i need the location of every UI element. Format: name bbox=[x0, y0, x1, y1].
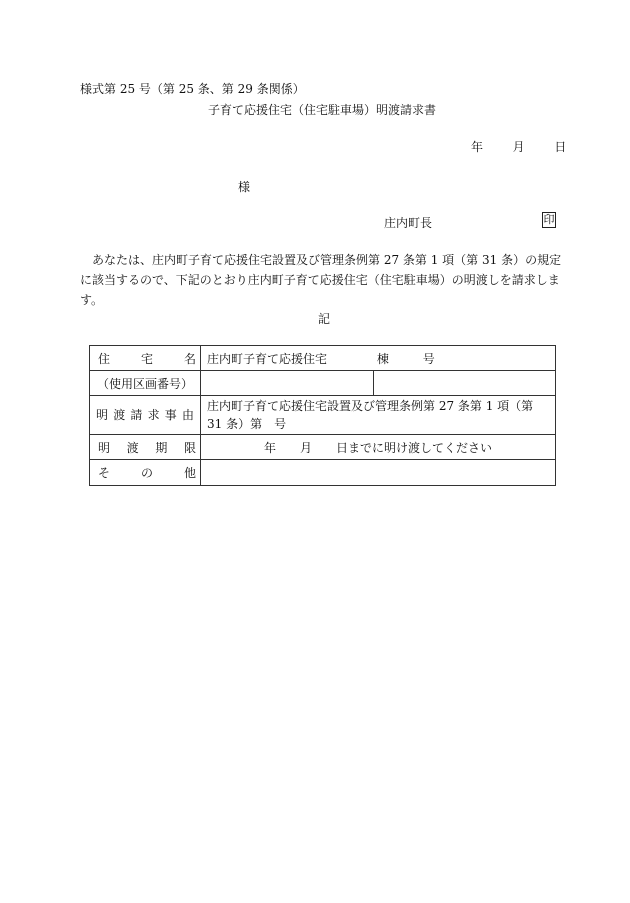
ki-heading: 記 bbox=[318, 312, 331, 326]
table-row-parking bbox=[90, 371, 556, 396]
table-row-deadline bbox=[90, 435, 556, 460]
date-line bbox=[471, 138, 566, 155]
value-other bbox=[201, 460, 556, 486]
value-parking-extra bbox=[374, 371, 556, 396]
label-other: そ の 他 bbox=[90, 460, 201, 486]
value-reason: 庄内町子育て応援住宅設置及び管理条例第 27 条第 1 項（第 31 条）第 号 bbox=[201, 396, 556, 435]
label-reason: 明 渡 請 求 事 由 bbox=[90, 396, 201, 435]
addressee-suffix: 様 bbox=[238, 180, 251, 194]
label-parking-number: （使用区画番号） bbox=[90, 371, 201, 396]
table-row-housing-name bbox=[90, 346, 556, 371]
body-paragraph: あなたは、庄内町子育て応援住宅設置及び管理条例第 27 条第 1 項（第 31 条）の規定に該当するので、下記のとおり庄内町子育て応援住宅（住宅駐車場）の明渡しを請求します。 bbox=[80, 253, 562, 307]
table-row-other bbox=[90, 460, 556, 486]
date-year: 年 bbox=[471, 140, 484, 154]
value-deadline: 年 月 日までに明け渡してください bbox=[201, 435, 556, 460]
date-day: 日 bbox=[554, 140, 567, 154]
issuer-name: 庄内町長 bbox=[384, 216, 433, 230]
unit-label: 号 bbox=[422, 351, 435, 366]
document-title: 子育て応援住宅（住宅駐車場）明渡請求書 bbox=[208, 103, 437, 117]
housing-name-text: 庄内町子育て応援住宅 bbox=[207, 351, 328, 366]
date-month: 月 bbox=[512, 140, 525, 154]
form-number: 様式第 25 号（第 25 条、第 29 条関係） bbox=[80, 82, 305, 96]
label-housing-name: 住 宅 名 bbox=[90, 346, 201, 371]
table-row-reason bbox=[90, 396, 556, 435]
building-label: 棟 bbox=[376, 351, 389, 366]
request-table bbox=[89, 345, 556, 486]
label-deadline: 明 渡 期 限 bbox=[90, 435, 201, 460]
seal-mark: 印 bbox=[543, 213, 555, 226]
value-housing-name bbox=[201, 346, 556, 371]
value-parking-number bbox=[201, 371, 374, 396]
